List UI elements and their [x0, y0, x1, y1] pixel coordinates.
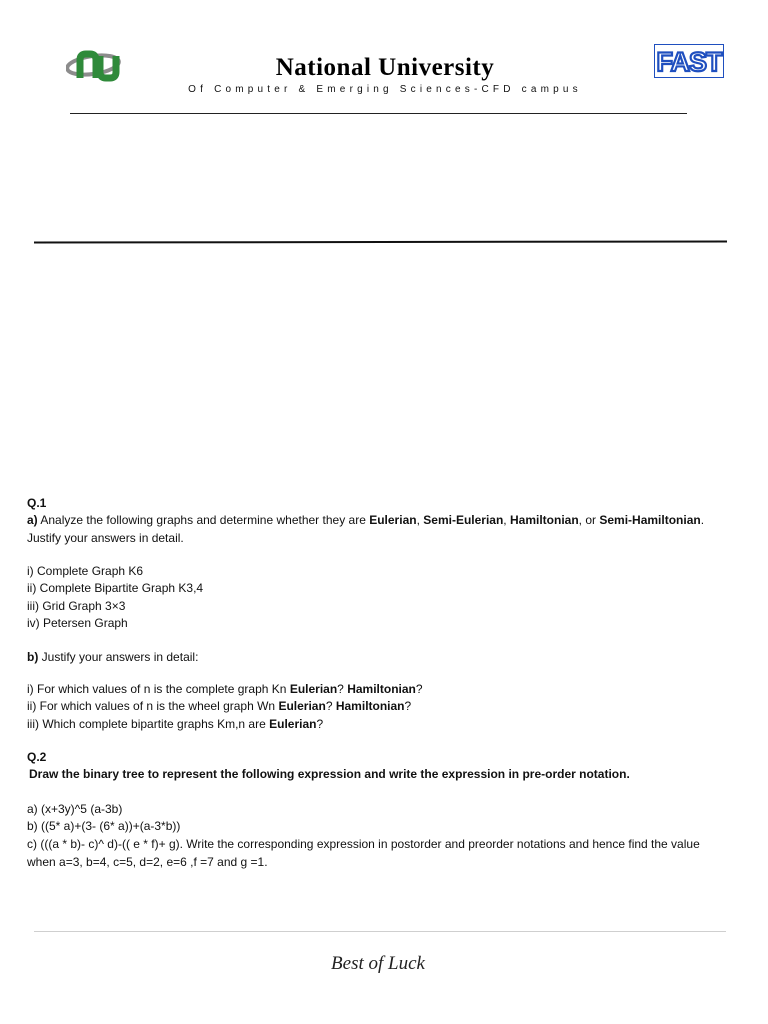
footer-rule [34, 931, 726, 932]
header-rule [70, 113, 687, 114]
nu-logo [66, 44, 124, 84]
q1-a-item: i) Complete Graph K6 [27, 564, 144, 578]
q1-a-line1: a) Analyze the following graphs and determine whether they are Eulerian, Semi-Eulerian, Hamiltonian, or Semi-Hamiltonian. [27, 513, 705, 527]
q2-item: c) (((a * b)- c)^ d)-(( e * f)+ g). Write the corresponding expression in postorder and preorder notations and hence find the value when a=3, b=4, c=5, d=2, e=6 ,f =7 and g =1. [27, 837, 700, 869]
q1-a-item: iv) Petersen Graph [27, 616, 128, 630]
university-title: National University [275, 54, 495, 81]
section-divider [34, 240, 727, 243]
q1-a-item: iii) Grid Graph 3×3 [27, 599, 126, 613]
q2-item: a) (x+3y)^5 (a-3b) [27, 802, 123, 816]
svg-text:FAST: FAST [656, 47, 722, 77]
footer-message: Best of Luck [331, 953, 425, 974]
q2-number: Q.2 [27, 750, 47, 764]
q1-number: Q.1 [27, 496, 47, 510]
q1-a-item: ii) Complete Bipartite Graph K3,4 [27, 581, 204, 595]
q1-b-line: b) Justify your answers in detail: [27, 650, 199, 664]
q1-b-item: ii) For which values of n is the wheel graph Wn Eulerian? Hamiltonian? [27, 699, 412, 713]
q2-item: b) ((5* a)+(3- (6* a))+(a-3*b)) [27, 819, 181, 833]
q1-a-line2: Justify your answers in detail. [27, 531, 184, 545]
q1-b-item: i) For which values of n is the complete graph Kn Eulerian? Hamiltonian? [27, 682, 423, 696]
q1-b-item: iii) Which complete bipartite graphs Km,n are Eulerian? [27, 717, 324, 731]
fast-logo [654, 44, 724, 78]
university-subtitle: Of Computer & Emerging Sciences-CFD campus [188, 84, 582, 95]
q2-instruction: Draw the binary tree to represent the following expression and write the expression in pre-order notation. [29, 767, 630, 781]
